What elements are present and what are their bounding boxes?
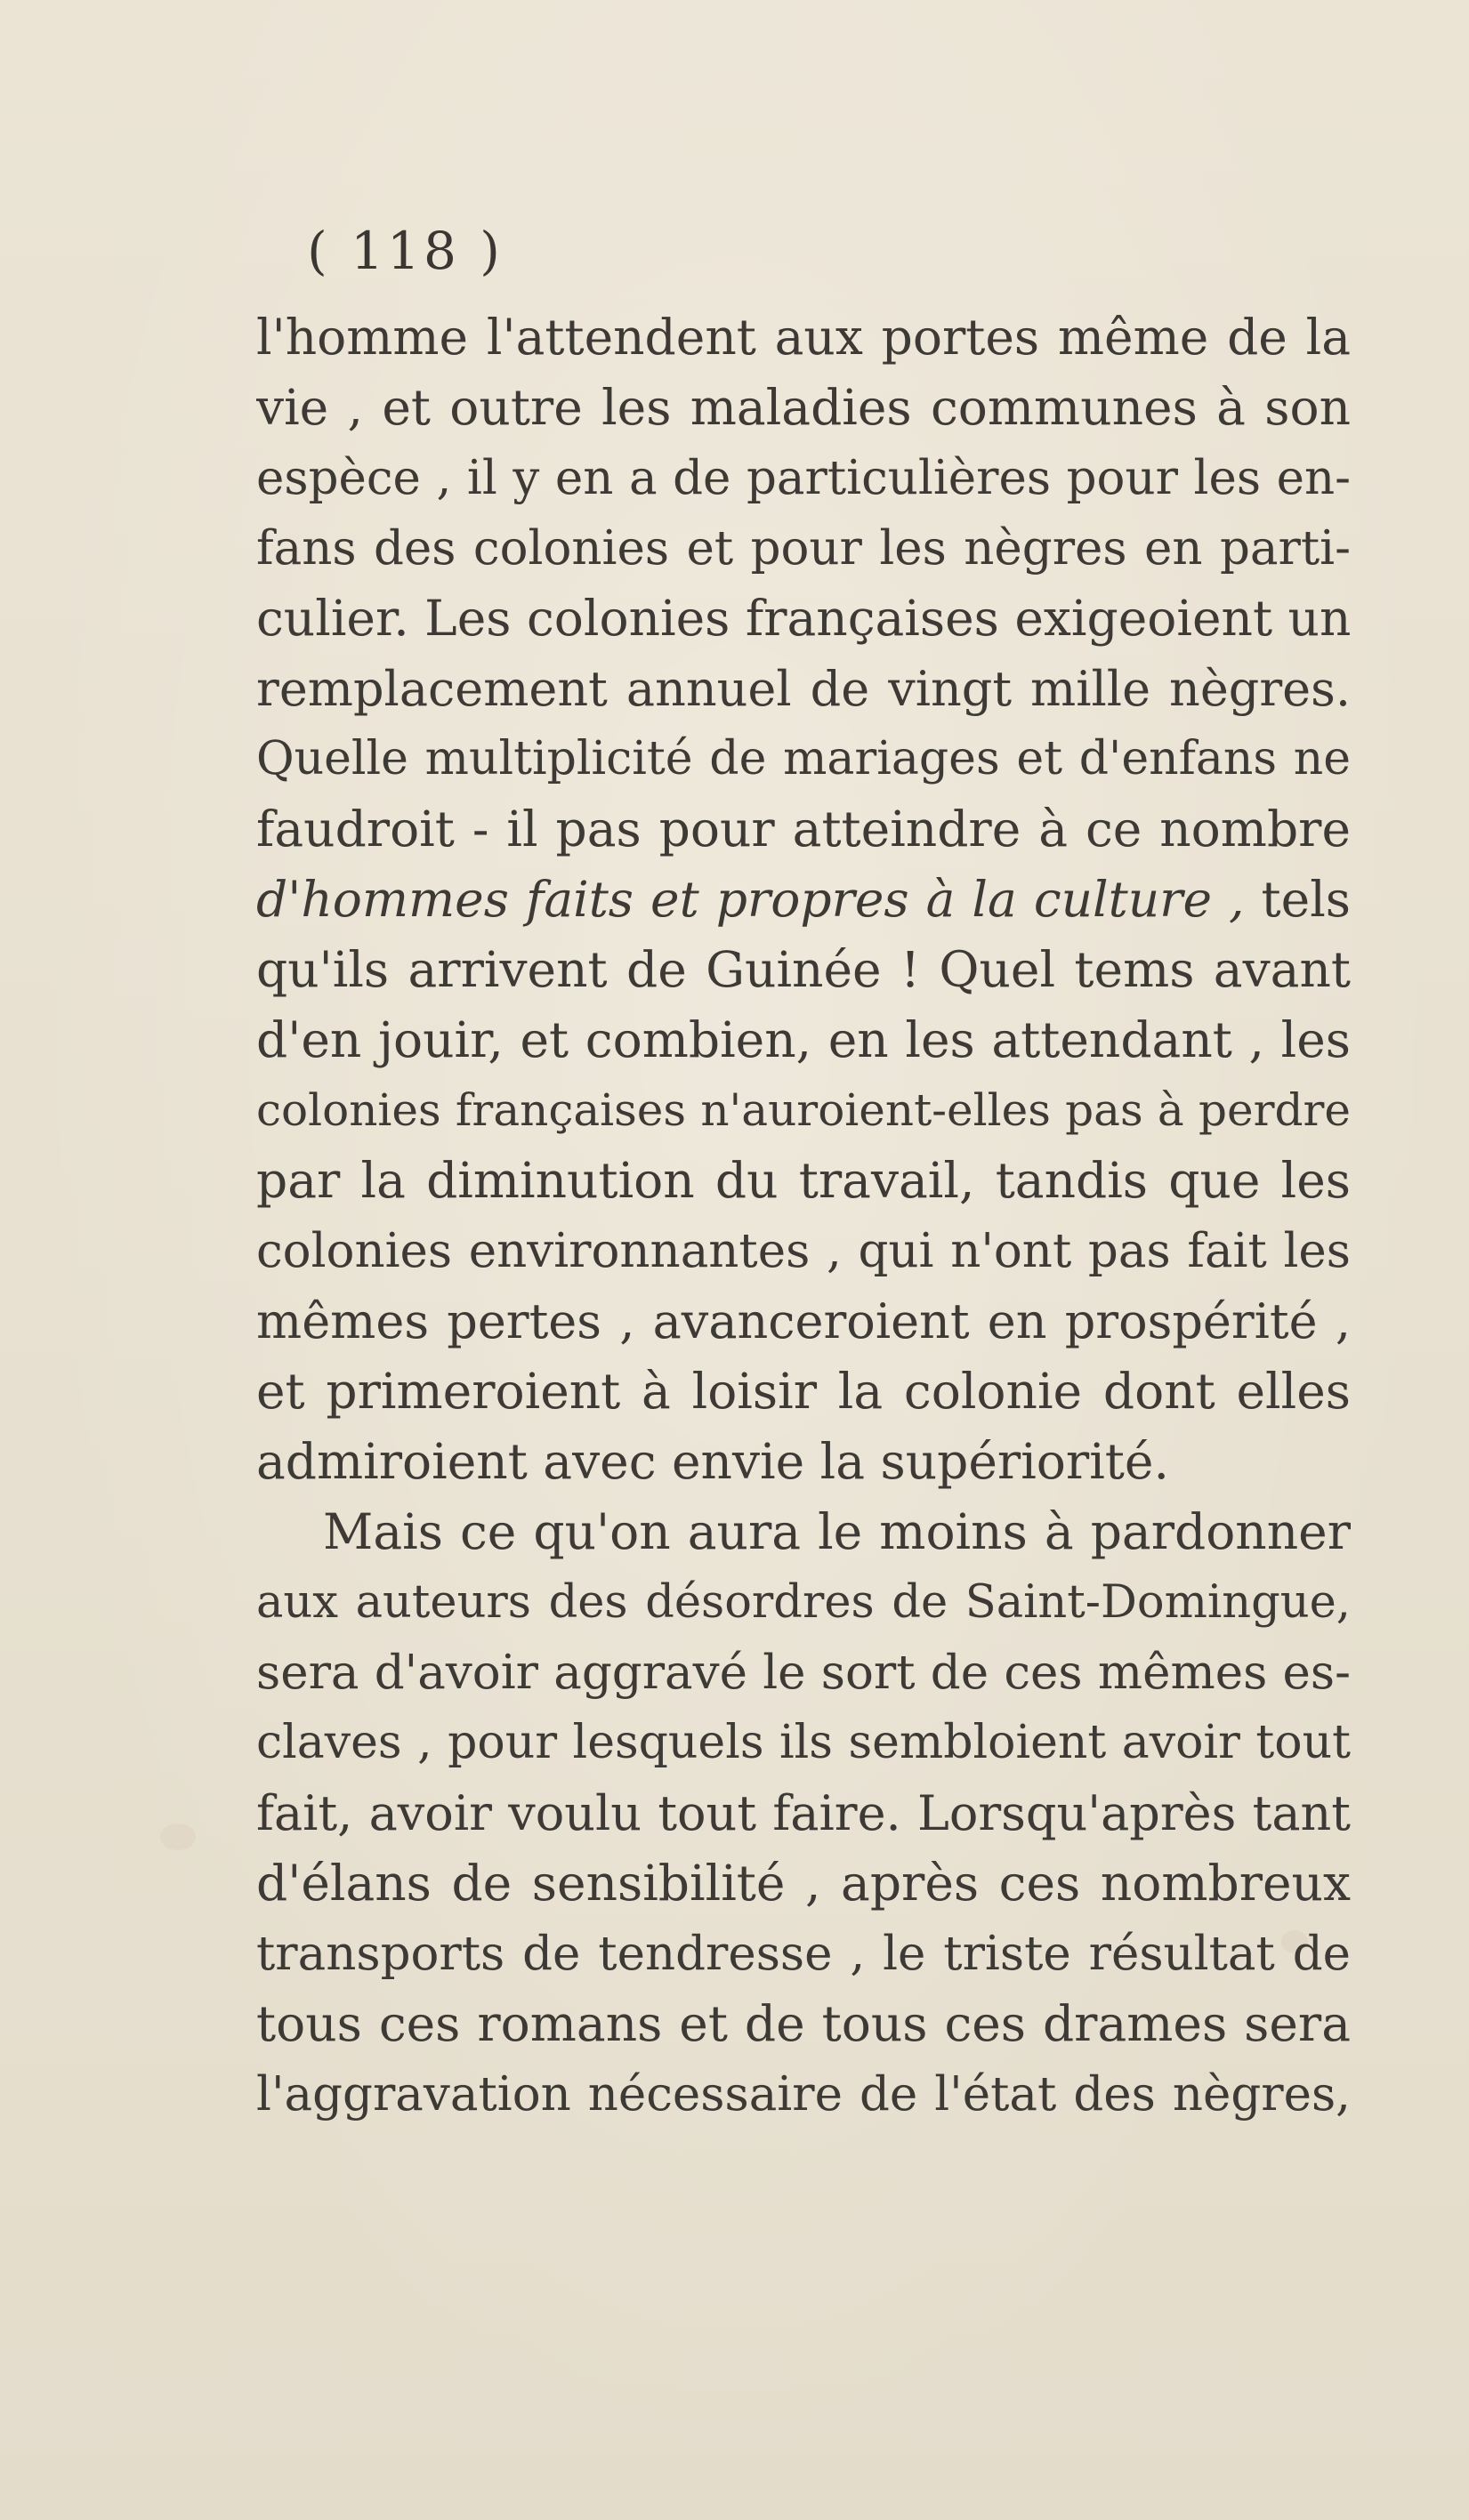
text-fragment: tels bbox=[1261, 871, 1351, 928]
text-line: vie , et outre les maladies communes à son bbox=[256, 379, 1351, 436]
text-line: mêmes pertes , avanceroient en prospérité , bbox=[256, 1293, 1351, 1349]
text-line: fans des colonies et pour les nègres en parti- bbox=[256, 521, 1351, 576]
text-line: qu'ils arrivent de Guinée ! Quel tems avant bbox=[256, 941, 1351, 998]
text-line: sera d'avoir aggravé le sort de ces mêmes es- bbox=[256, 1646, 1351, 1700]
text-line: d'élans de sensibilité , après ces nombreux bbox=[256, 1855, 1351, 1912]
paper-stain bbox=[160, 1824, 196, 1850]
text-line: remplacement annuel de vingt mille nègres. bbox=[256, 661, 1351, 717]
text-line: admiroient avec envie la supériorité. bbox=[256, 1433, 1169, 1490]
text-line: fait, avoir voulu tout faire. Lorsqu'après tant bbox=[256, 1785, 1351, 1841]
text-line: transports de tendresse , le triste résultat de bbox=[256, 1927, 1351, 1981]
text-line: et primeroient à loisir la colonie dont elles bbox=[256, 1363, 1351, 1420]
text-line: claves , pour lesquels ils sembloient avoir tout bbox=[256, 1716, 1351, 1769]
text-line: l'aggravation nécessaire de l'état des nègres, bbox=[256, 2067, 1351, 2121]
text-line-mixed bbox=[256, 865, 1351, 935]
page-number: ( 118 ) bbox=[307, 221, 504, 281]
text-line: colonies françaises n'auroient-elles pas à perdre bbox=[256, 1084, 1351, 1136]
body-text bbox=[256, 302, 1351, 2130]
text-line: faudroit - il pas pour atteindre à ce nombre bbox=[256, 801, 1351, 857]
text-line: tous ces romans et de tous ces drames sera bbox=[256, 1995, 1351, 2052]
text-line: l'homme l'attendent aux portes même de la bbox=[256, 309, 1351, 366]
text-line: par la diminution du travail, tandis que les bbox=[256, 1152, 1351, 1209]
text-line: Quelle multiplicité de mariages et d'enfans ne bbox=[256, 732, 1351, 785]
italic-phrase: d'hommes faits et propres à la culture , bbox=[256, 871, 1245, 928]
text-line: Mais ce qu'on aura le moins à pardonner bbox=[323, 1503, 1351, 1560]
text-line: aux auteurs des désordres de Saint-Domingue, bbox=[256, 1576, 1351, 1629]
text-line: culier. Les colonies françaises exigeoient un bbox=[256, 590, 1351, 647]
text-line: espèce , il y en a de particulières pour les en- bbox=[256, 451, 1351, 505]
text-line: d'en jouir, et combien, en les attendant , les bbox=[256, 1011, 1351, 1068]
text-line: colonies environnantes , qui n'ont pas fait les bbox=[256, 1224, 1351, 1278]
